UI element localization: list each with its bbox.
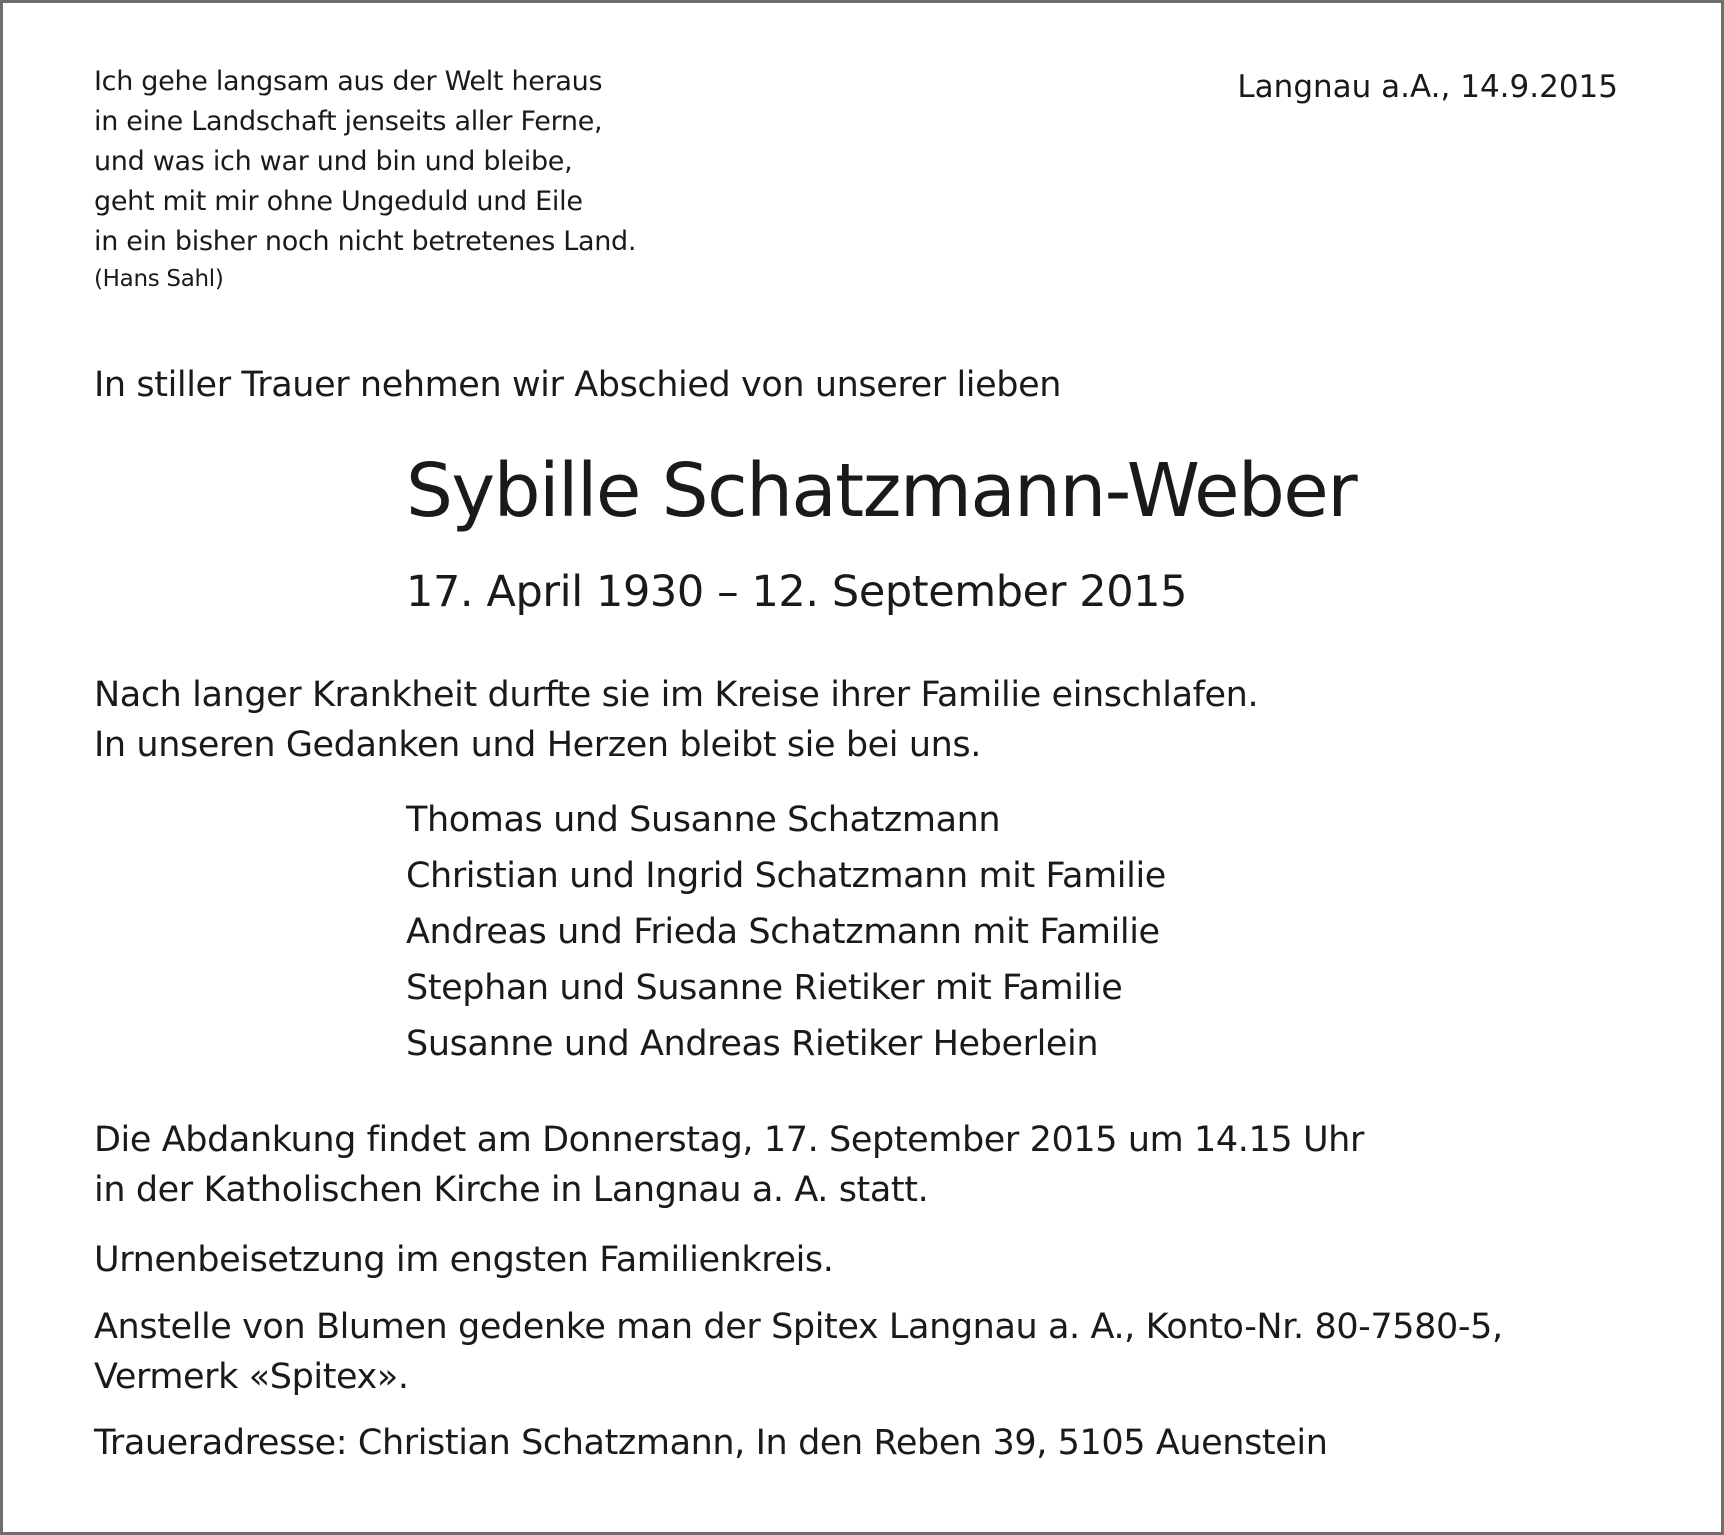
- deceased-name: Sybille Schatzmann-Weber: [406, 448, 1357, 534]
- life-dates: 17. April 1930 – 12. September 2015: [406, 567, 1188, 617]
- poem: [94, 62, 636, 296]
- message: [94, 670, 1258, 770]
- family-member: Andreas und Frieda Schatzmann mit Familie: [406, 912, 1160, 952]
- family-member: Thomas und Susanne Schatzmann: [406, 800, 1001, 840]
- family-member: Christian und Ingrid Schatzmann mit Familie: [406, 856, 1166, 896]
- donation-line: Vermerk «Spitex».: [94, 1357, 409, 1397]
- donation-info: [94, 1302, 1503, 1402]
- service-line: Die Abdankung findet am Donnerstag, 17. September 2015 um 14.15 Uhr: [94, 1120, 1364, 1160]
- poem-line: und was ich war und bin und bleibe,: [94, 146, 573, 177]
- service-info: [94, 1115, 1364, 1215]
- family-member: Susanne und Andreas Rietiker Heberlein: [406, 1024, 1099, 1064]
- family-list: [406, 792, 1166, 1072]
- message-line: In unseren Gedanken und Herzen bleibt sie bei uns.: [94, 725, 981, 765]
- service-line: in der Katholischen Kirche in Langnau a. A. statt.: [94, 1170, 929, 1210]
- message-line: Nach langer Krankheit durfte sie im Kreise ihrer Familie einschlafen.: [94, 675, 1259, 715]
- burial-info: Urnenbeisetzung im engsten Familienkreis.: [94, 1240, 834, 1280]
- place-date: Langnau a.A., 14.9.2015: [1237, 69, 1618, 105]
- poem-author: (Hans Sahl): [94, 266, 224, 292]
- family-member: Stephan und Susanne Rietiker mit Familie: [406, 968, 1123, 1008]
- poem-line: Ich gehe langsam aus der Welt heraus: [94, 66, 603, 97]
- donation-line: Anstelle von Blumen gedenke man der Spitex Langnau a. A., Konto-Nr. 80-7580-5,: [94, 1307, 1503, 1347]
- poem-line: in eine Landschaft jenseits aller Ferne,: [94, 106, 603, 137]
- poem-line: in ein bisher noch nicht betretenes Land.: [94, 226, 637, 257]
- intro-text: In stiller Trauer nehmen wir Abschied von unserer lieben: [94, 365, 1061, 405]
- poem-line: geht mit mir ohne Ungeduld und Eile: [94, 186, 583, 217]
- mourning-address: Traueradresse: Christian Schatzmann, In den Reben 39, 5105 Auenstein: [94, 1423, 1328, 1463]
